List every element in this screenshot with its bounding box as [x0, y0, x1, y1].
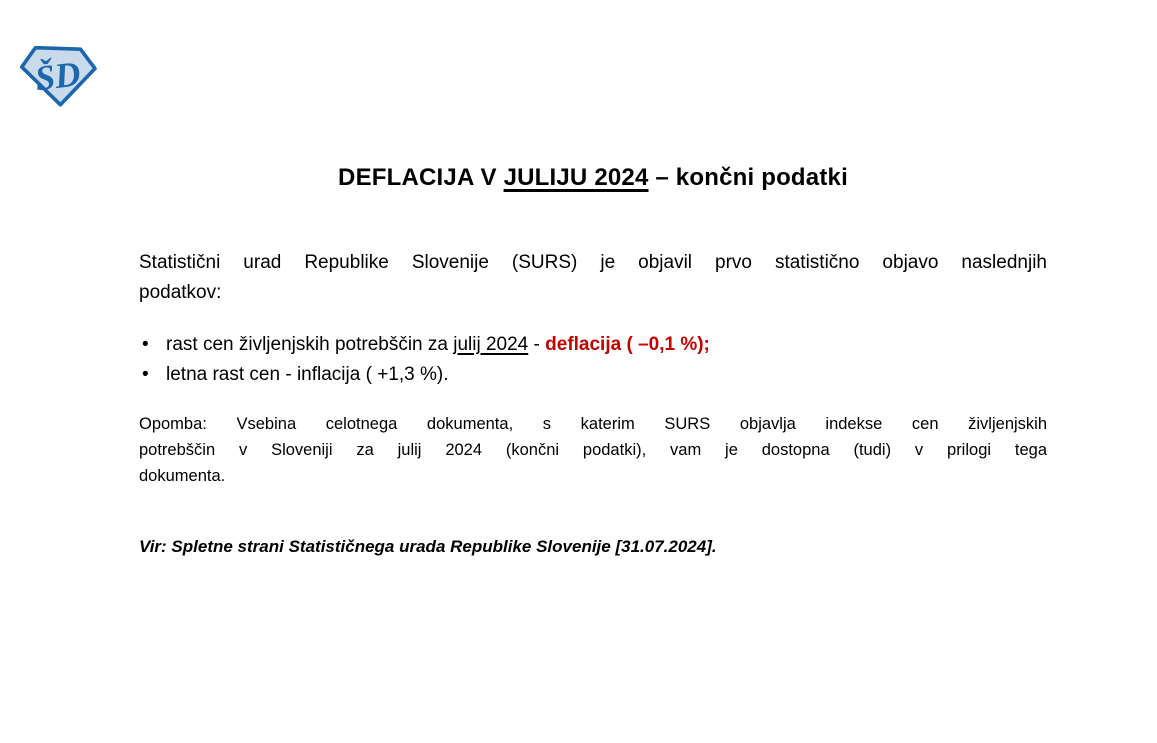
note-paragraph — [139, 411, 1047, 489]
source-line: Vir: Spletne strani Statističnega urada Republike Slovenije [31.07.2024]. — [139, 537, 717, 556]
intro-paragraph — [139, 248, 1047, 308]
title-prefix: DEFLACIJA V — [338, 164, 504, 191]
page-title — [139, 164, 1047, 192]
sd-shield-logo-icon — [17, 42, 99, 108]
logo-letters: ŠD — [32, 53, 83, 99]
bullet-annual-inflation — [139, 360, 1047, 390]
title-suffix: – končni podatki — [648, 164, 848, 191]
note-line-1: Opomba: Vsebina celotnega dokumenta, s katerim SURS objavlja indekse cen življenjskih — [139, 415, 1047, 433]
bullet1-text: rast cen življenjskih potrebščin za — [166, 334, 454, 355]
bullet1-deflation-value: deflacija ( –0,1 %); — [545, 334, 710, 355]
note-line-2: potrebščin v Sloveniji za julij 2024 (končni podatki), vam je dostopna (tudi) v prilogi tega — [139, 441, 1047, 459]
note-line-3: dokumenta. — [139, 467, 226, 485]
bullet1-separator: - — [528, 334, 546, 355]
title-underlined-date: JULIJU 2024 — [503, 164, 649, 191]
bullet-list — [139, 330, 1047, 390]
sd-shield-logo-svg — [17, 42, 99, 108]
bullet2-text: letna rast cen - inflacija ( +1,3 %). — [166, 364, 449, 385]
bullet1-underlined-date: julij 2024 — [453, 334, 529, 355]
bullet-monthly-cpi — [139, 330, 1047, 360]
intro-line-2: podatkov: — [139, 282, 222, 303]
intro-line-1: Statistični urad Republike Slovenije (SURS) je objavil prvo statistično objavo naslednjih — [139, 252, 1047, 273]
